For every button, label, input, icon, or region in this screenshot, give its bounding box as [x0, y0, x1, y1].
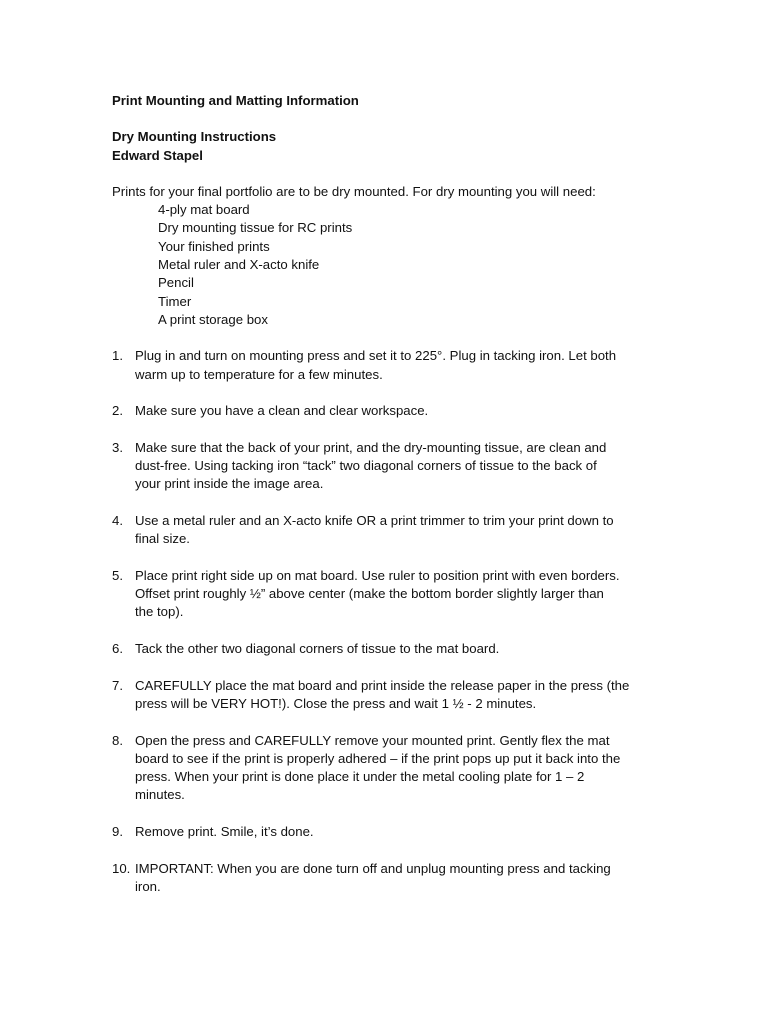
step-item: [112, 860, 708, 897]
section-heading: Dry Mounting Instructions: [112, 129, 277, 145]
supply-item: Metal ruler and X-acto knife: [158, 257, 320, 273]
heading-block: [112, 128, 708, 165]
supply-item: Pencil: [158, 275, 194, 291]
step-line: final size.: [135, 531, 190, 547]
title-block: [112, 92, 708, 110]
step-line: warm up to temperature for a few minutes.: [135, 366, 383, 382]
step-item: [112, 732, 708, 805]
author-name: Edward Stapel: [112, 147, 203, 163]
step-text: [135, 567, 708, 622]
step-line: dust-free. Using tacking iron “tack” two diagonal corners of tissue to the back of: [135, 458, 597, 474]
step-item: [112, 823, 708, 841]
step-line: Make sure that the back of your print, and the dry-mounting tissue, are clean and: [135, 439, 607, 455]
steps-list: [112, 347, 708, 896]
step-line: IMPORTANT: When you are done turn off and unplug mounting press and tacking: [135, 860, 611, 876]
step-text: [135, 860, 708, 897]
step-line: Place print right side up on mat board. Use ruler to position print with even borders.: [135, 567, 620, 583]
step-line: Use a metal ruler and an X-acto knife OR a print trimmer to trim your print down to: [135, 512, 614, 528]
step-line: minutes.: [135, 787, 185, 803]
step-line: your print inside the image area.: [135, 476, 324, 492]
step-text: [135, 512, 708, 549]
step-number: 7.: [112, 677, 123, 693]
step-line: press. When your print is done place it under the metal cooling plate for 1 – 2: [135, 769, 585, 785]
step-line: Plug in and turn on mounting press and set it to 225°. Plug in tacking iron. Let both: [135, 348, 617, 364]
step-line: Make sure you have a clean and clear workspace.: [135, 403, 429, 419]
step-item: [112, 347, 708, 384]
supply-item: A print storage box: [158, 311, 268, 327]
step-line: board to see if the print is properly adhered – if the print pops up put it back into the: [135, 750, 621, 766]
document-title: Print Mounting and Matting Information: [112, 93, 359, 108]
step-number: 5.: [112, 567, 123, 583]
step-number: 6.: [112, 641, 123, 657]
step-item: [112, 567, 708, 622]
step-text: [135, 439, 708, 494]
step-item: [112, 512, 708, 549]
step-number: 10.: [112, 860, 131, 876]
supply-item: Your finished prints: [158, 238, 270, 254]
step-line: CAREFULLY place the mat board and print inside the release paper in the press (the: [135, 677, 630, 693]
step-number: 9.: [112, 823, 123, 839]
step-item: [112, 677, 708, 714]
supply-item: Timer: [158, 293, 192, 309]
step-line: Remove print. Smile, it’s done.: [135, 823, 314, 839]
step-line: Tack the other two diagonal corners of tissue to the mat board.: [135, 641, 500, 657]
step-item: [112, 640, 708, 658]
step-line: Offset print roughly ½” above center (make the bottom border slightly larger than: [135, 586, 604, 602]
step-number: 8.: [112, 732, 123, 748]
step-text: [135, 402, 708, 420]
step-item: [112, 439, 708, 494]
step-line: Open the press and CAREFULLY remove your mounted print. Gently flex the mat: [135, 732, 610, 748]
step-text: [135, 640, 708, 658]
step-line: the top).: [135, 604, 184, 620]
step-line: iron.: [135, 878, 161, 894]
step-number: 2.: [112, 403, 123, 419]
step-number: 1.: [112, 348, 123, 364]
step-text: [135, 677, 708, 714]
step-text: [135, 823, 708, 841]
step-text: [135, 347, 708, 384]
step-item: [112, 402, 708, 420]
supplies-list: [112, 201, 708, 329]
step-line: press will be VERY HOT!). Close the press and wait 1 ½ - 2 minutes.: [135, 695, 537, 711]
intro-paragraph: Prints for your final portfolio are to be dry mounted. For dry mounting you will need:: [112, 183, 596, 199]
step-number: 3.: [112, 439, 123, 455]
step-number: 4.: [112, 512, 123, 528]
step-text: [135, 732, 708, 805]
supply-item: Dry mounting tissue for RC prints: [158, 220, 353, 236]
supply-item: 4-ply mat board: [158, 202, 250, 218]
